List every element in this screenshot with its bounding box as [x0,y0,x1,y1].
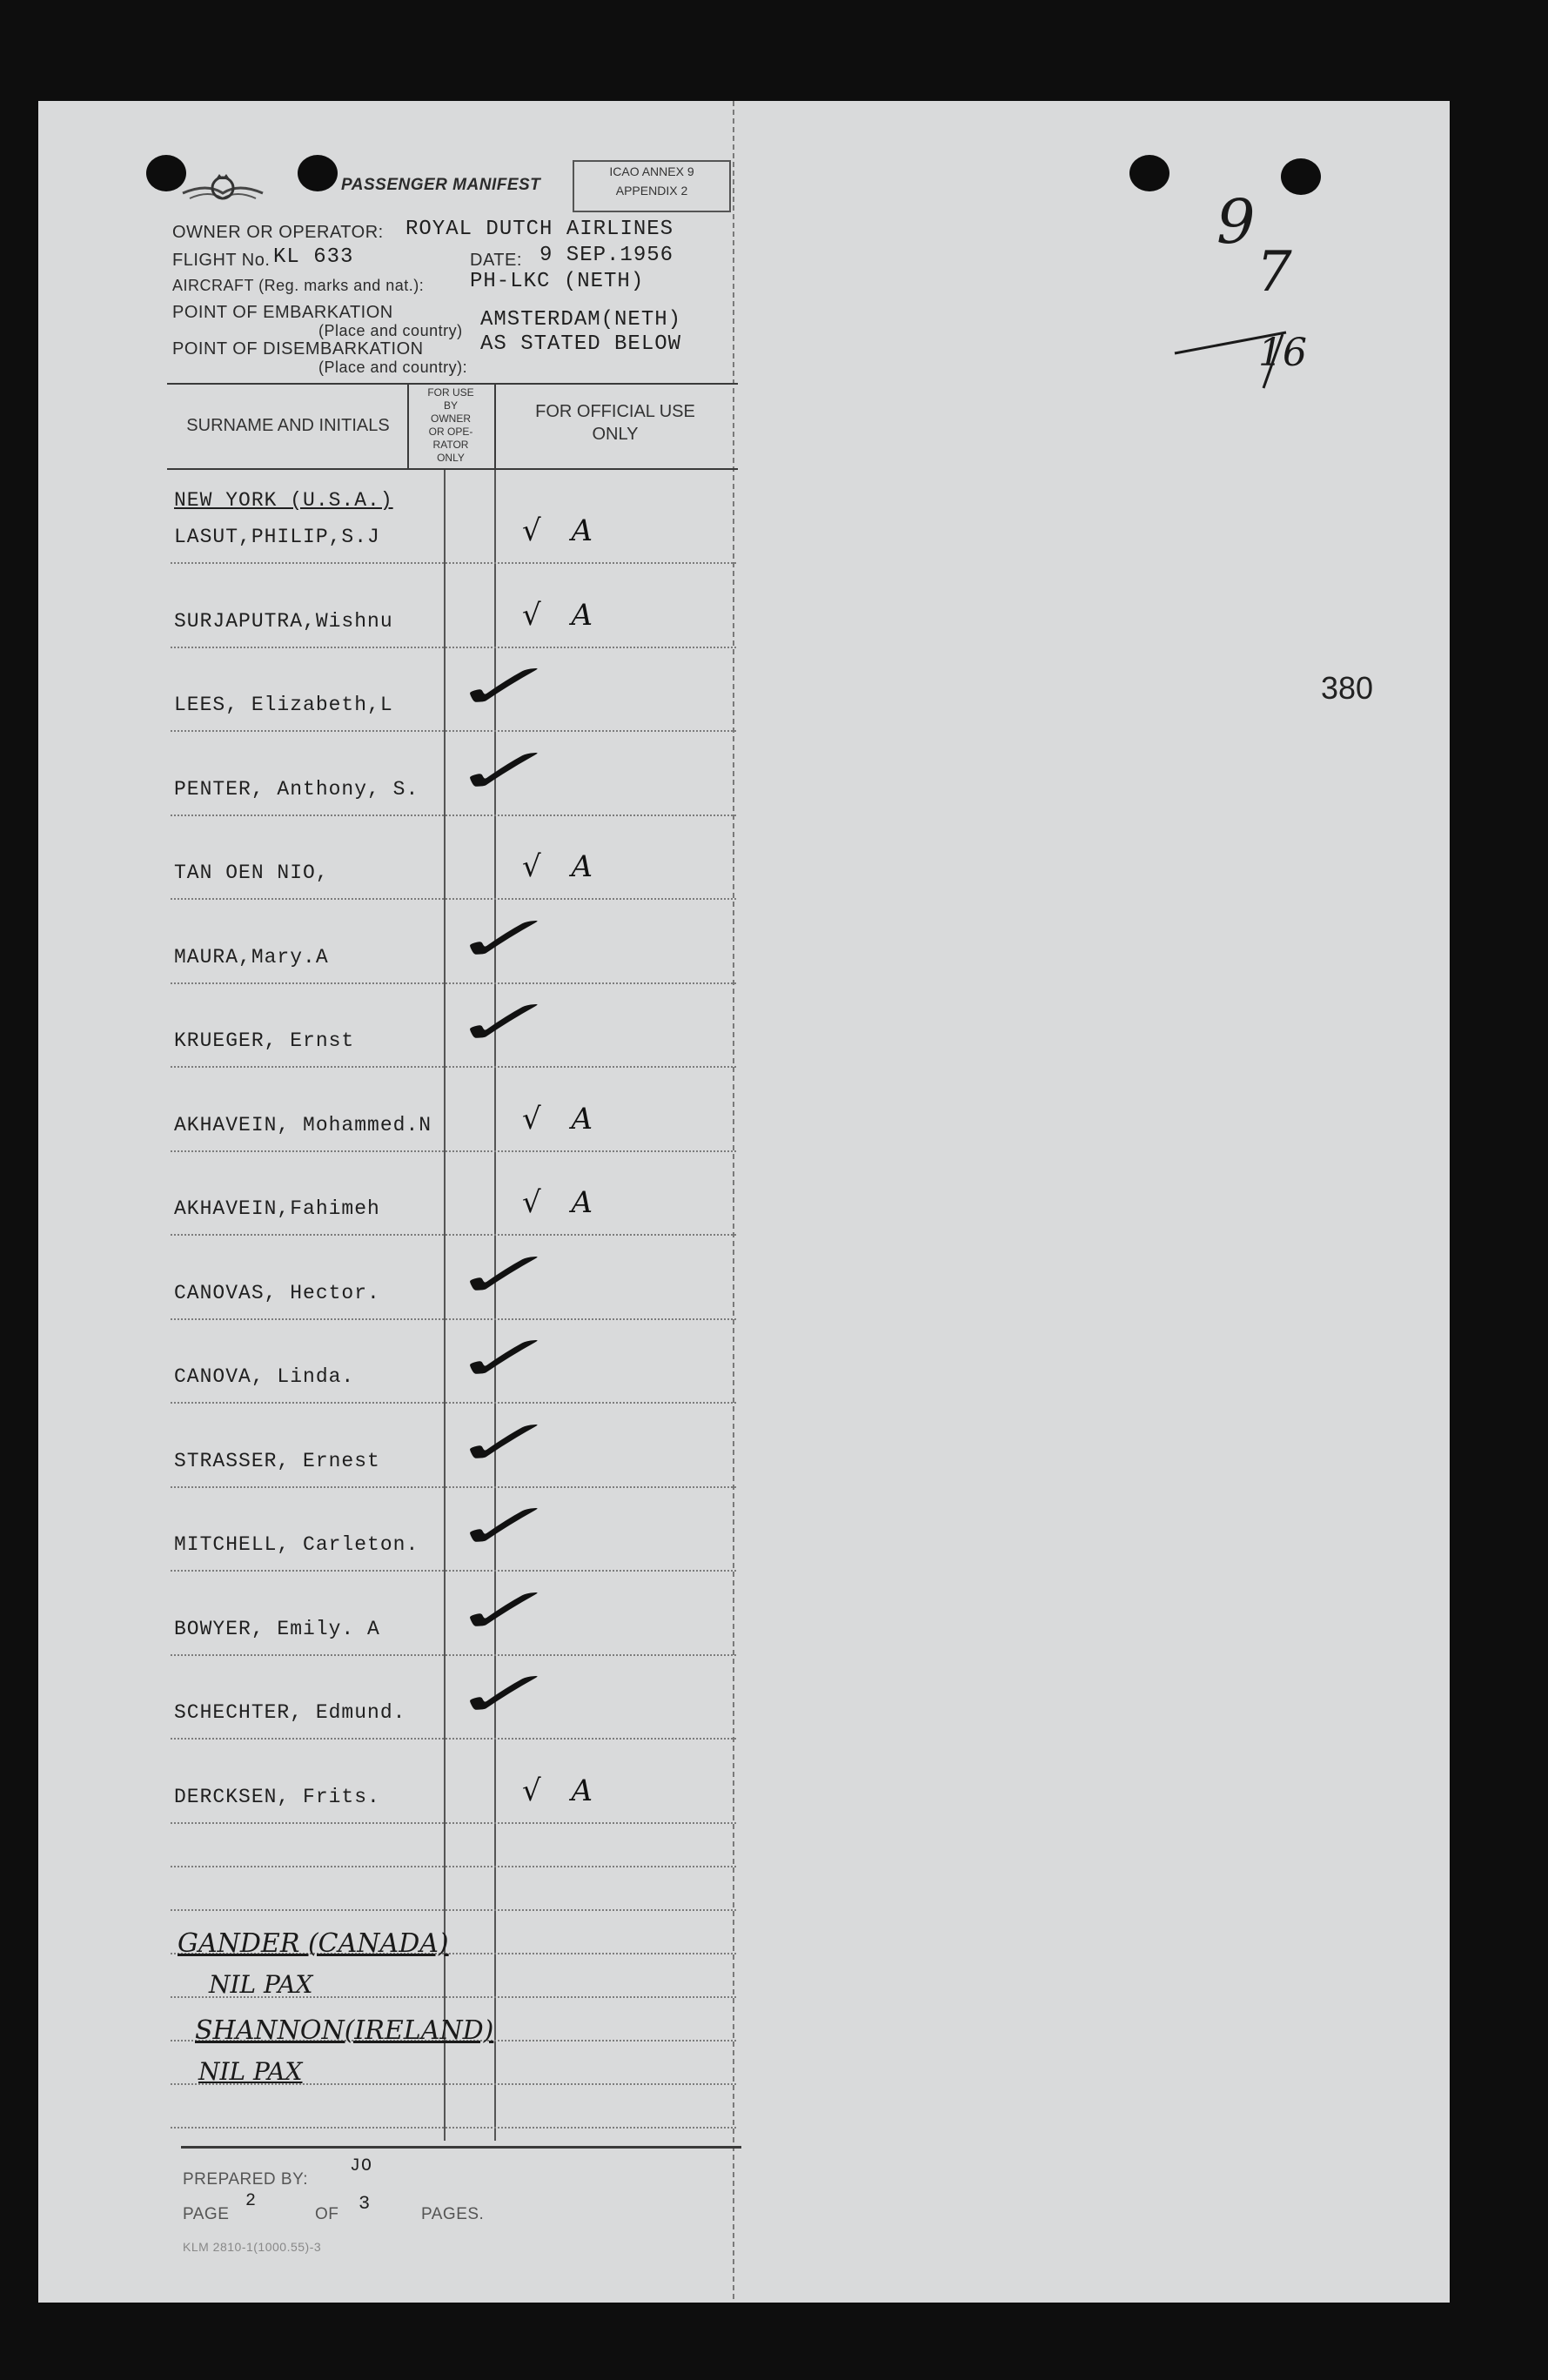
row-dotted-rule [171,815,736,816]
row-dotted-rule [171,1234,736,1236]
owner-use-line: FOR USE [427,386,474,399]
owner-value: ROYAL DUTCH AIRLINES [405,218,674,241]
passenger-row [174,1533,419,1556]
passenger-name: AKHAVEIN,Fahimeh [174,1197,380,1220]
form-code: KLM 2810-1(1000.55)-3 [183,2240,322,2254]
date-value: 9 SEP.1956 [539,244,674,267]
pages-label: PAGES. [421,2205,485,2223]
official-tick-mark: ✓ [432,1240,554,1311]
punch-hole [1281,158,1321,195]
official-tick-mark: ✓ [432,1492,554,1563]
annex-line-2: APPENDIX 2 [615,184,688,198]
passenger-row [174,778,419,801]
date-label: DATE: [470,251,522,270]
passenger-name: DERCKSEN, Frits. [174,1785,380,1808]
passenger-name: MITCHELL, Carleton. [174,1533,419,1556]
passenger-name: SCHECHTER, Edmund. [174,1701,406,1724]
punch-hole [1129,155,1169,191]
owner-use-line: ONLY [437,452,465,464]
official-tick-mark: ✓ [432,736,554,808]
official-tick-mark: ✓ [432,1660,554,1731]
icao-annex-box [573,160,731,212]
fraction-top: 9 [1216,186,1256,258]
column-divider-owner-body [444,470,446,2141]
official-check-mark: √ A [522,1101,593,1136]
official-tick-mark: ✓ [432,653,554,723]
column-surname: SURNAME AND INITIALS [186,416,390,435]
archive-stamp-number: 380 [1321,670,1374,706]
owner-use-line: OWNER [431,412,471,425]
passenger-row [174,946,329,969]
official-tick-mark: ✓ [432,1576,554,1647]
official-check-mark: √ A [522,849,593,884]
passenger-row [174,1618,380,1640]
section-new-york: NEW YORK (U.S.A.) [174,489,393,512]
passenger-name: PENTER, Anthony, S. [174,777,419,801]
row-dotted-rule [171,730,736,732]
passenger-row [174,1114,432,1136]
column-official-use [498,400,733,446]
flight-label: FLIGHT No. [172,251,271,270]
gander-heading: GANDER (CANADA) [178,1928,449,1959]
row-dotted-rule [171,1318,736,1320]
row-dotted-rule [171,898,736,900]
prepared-by-label: PREPARED BY: [183,2170,308,2189]
row-dotted-rule [171,1866,736,1867]
gander-nil-pax: NIL PAX [209,1970,313,1999]
passenger-row [174,861,329,884]
row-dotted-rule [171,982,736,984]
row-dotted-rule [171,1738,736,1740]
official-check-mark: √ A [522,1773,593,1808]
passenger-name: STRASSER, Ernest [174,1449,380,1472]
owner-use-line: OR OPE- [428,426,473,438]
row-dotted-rule [171,1654,736,1656]
row-dotted-rule [171,1150,736,1152]
passenger-row [174,1029,354,1052]
manifest-title: PASSENGER MANIFEST [341,176,541,194]
row-dotted-rule [171,1486,736,1488]
prepared-by-value: JO [350,2156,373,2176]
passenger-row [174,1282,380,1304]
official-check-mark: √ A [522,597,593,633]
passenger-name: CANOVAS, Hector. [174,1281,380,1304]
annex-line-1: ICAO ANNEX 9 [609,164,694,178]
official-check-mark: √ A [522,513,593,548]
fraction-mid: 7 [1256,240,1292,305]
official-use-line: FOR OFFICIAL USE [535,402,695,421]
column-owner-use [409,386,493,465]
official-tick-mark: ✓ [432,1324,554,1395]
of-label: OF [315,2205,339,2223]
page-label: PAGE [183,2205,230,2223]
passenger-row [174,694,393,716]
passenger-row [174,1365,354,1388]
passenger-row [174,610,393,633]
embarkation-label: POINT OF EMBARKATION [172,303,393,322]
disembarkation-value: AS STATED BELOW [480,332,682,356]
passenger-row [174,1450,380,1472]
fold-line [733,101,734,2303]
embarkation-sub: (Place and country) [318,322,463,339]
passenger-row [174,1701,405,1724]
passenger-name: BOWYER, Emily. A [174,1617,380,1640]
flight-value: KL 633 [273,245,354,269]
of-value: 3 [359,2193,372,2215]
passenger-name: AKHAVEIN, Mohammed.N [174,1113,432,1136]
row-dotted-rule [171,1066,736,1068]
row-dotted-rule [171,2127,736,2129]
official-tick-mark: ✓ [432,989,554,1059]
fraction-bottom: 16 [1258,331,1307,375]
row-dotted-rule [171,1402,736,1404]
passenger-name: MAURA,Mary.A [174,945,329,969]
passenger-row [174,1786,380,1808]
shannon-nil-pax: NIL PAX [198,2057,303,2086]
aircraft-value: PH-LKC (NETH) [470,270,645,293]
header-rule [167,383,738,385]
owner-use-line: BY [443,399,458,412]
punch-hole [298,155,338,191]
official-tick-mark: ✓ [432,1408,554,1479]
passenger-name: KRUEGER, Ernst [174,1029,355,1052]
passenger-row [174,526,380,548]
row-dotted-rule [171,1822,736,1824]
disembarkation-sub: (Place and country): [318,359,468,376]
passenger-name: SURJAPUTRA,Wishnu [174,609,393,633]
shannon-heading: SHANNON(IRELAND) [195,2015,494,2046]
disembarkation-label: POINT OF DISEMBARKATION [172,339,424,359]
page-value: 2 [245,2191,258,2211]
official-tick-mark: ✓ [432,904,554,975]
column-header-rule [167,468,738,470]
row-dotted-rule [171,1909,736,1911]
official-check-mark: √ A [522,1185,593,1220]
row-dotted-rule [171,562,736,564]
passenger-name: LASUT,PHILIP,S.J [174,526,380,548]
row-dotted-rule [171,647,736,648]
column-divider-official [494,383,496,470]
klm-crown-logo-icon [181,171,265,211]
passenger-name: CANOVA, Linda. [174,1365,355,1388]
passenger-row [174,1197,380,1220]
passenger-name: LEES, Elizabeth,L [174,694,393,716]
table-bottom-rule [181,2146,741,2149]
aircraft-label: AIRCRAFT (Reg. marks and nat.): [172,277,425,294]
row-dotted-rule [171,1570,736,1572]
owner-label: OWNER OR OPERATOR: [172,223,384,242]
owner-use-line: RATOR [432,439,469,451]
official-use-line: ONLY [592,425,639,444]
embarkation-value: AMSTERDAM(NETH) [480,308,682,332]
passenger-name: TAN OEN NIO, [174,861,329,884]
